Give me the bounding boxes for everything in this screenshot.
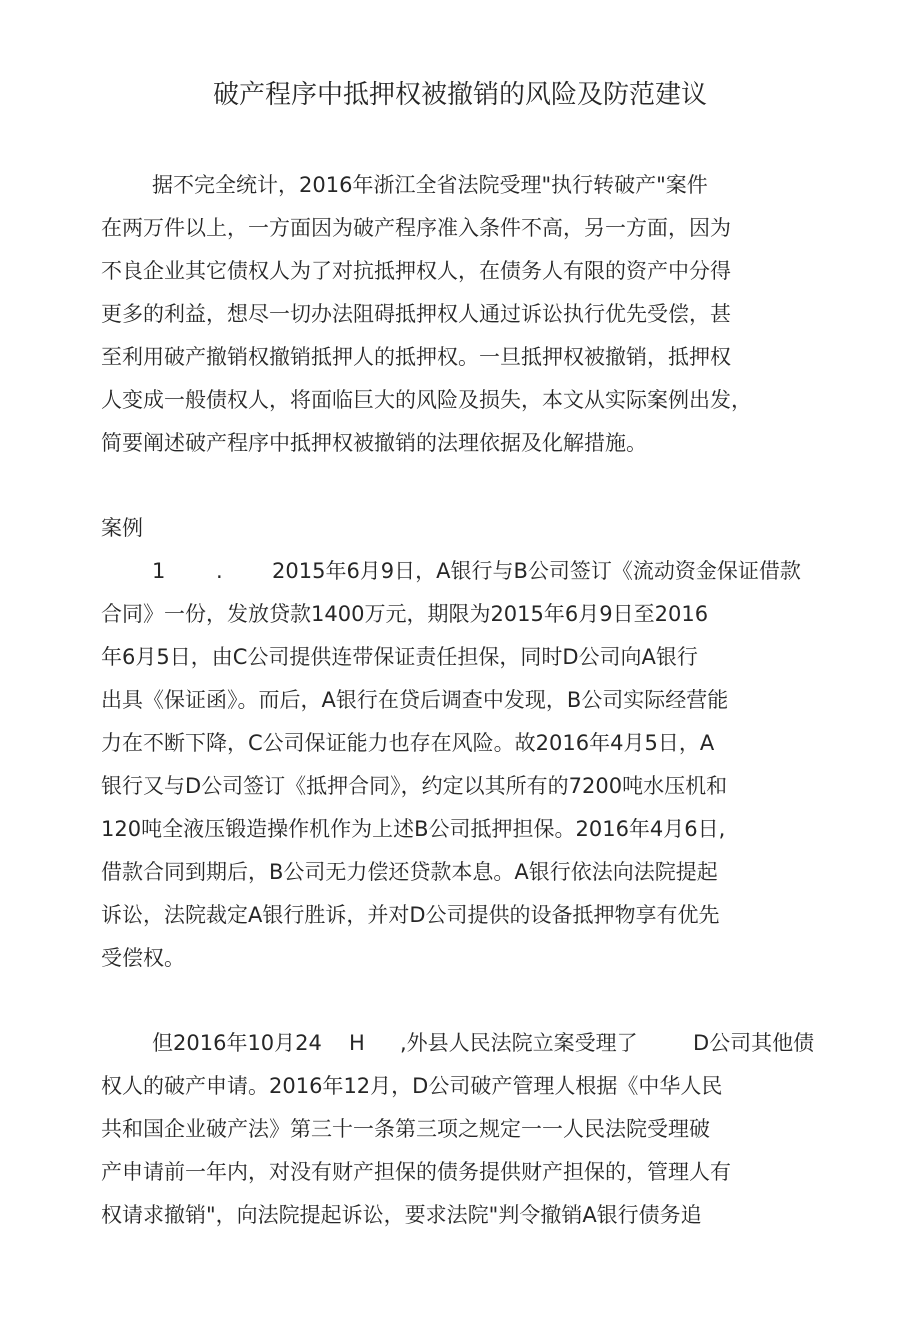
case1-line-8: 借款合同到期后，B公司无力偿还贷款本息。A银行依法向法院提起 <box>101 860 718 884</box>
case1-line-7: 120吨全液压锻造操作机作为上述B公司抵押担保。2016年4月6日, <box>101 817 726 841</box>
case1-line-1: 2015年6月9日，A银行与B公司签订《流动资金保证借款 <box>272 559 801 583</box>
case1-line-10: 受偿权。 <box>101 946 185 970</box>
case1-line-3: 年6月5日，由C公司提供连带保证责任担保，同时D公司向A银行 <box>101 645 698 669</box>
intro-line-7: 简要阐述破产程序中抵押权被撤销的法理依据及化解措施。 <box>101 431 647 455</box>
case1-line-4: 出具《保证函》。而后，A银行在贷后调查中发现，B公司实际经营能 <box>101 688 729 712</box>
intro-line-2: 在两万件以上，一方面因为破产程序准入条件不高，另一方面，因为 <box>101 216 731 240</box>
intro-line-4: 更多的利益，想尽一切办法阻碍抵押权人通过诉讼执行优先受偿，甚 <box>101 302 731 326</box>
para3-segment-2: H <box>349 1031 365 1055</box>
intro-line-3: 不良企业其它债权人为了对抗抵押权人，在债务人有限的资产中分得 <box>101 259 731 283</box>
intro-line-6: 人变成一般债权人，将面临巨大的风险及损失，本文从实际案例出发， <box>101 388 752 412</box>
para3-segment-4: D公司其他债 <box>693 1031 815 1055</box>
case-heading: 案例 <box>101 516 143 540</box>
case1-line-6: 银行又与D公司签订《抵押合同》，约定以其所有的7200吨水压机和 <box>101 774 728 798</box>
case1-number: 1 <box>152 559 166 583</box>
para3-line-5: 权请求撤销"，向法院提起诉讼，要求法院"判令撤销A银行债务追 <box>101 1203 702 1227</box>
intro-line-5: 至利用破产撤销权撤销抵押人的抵押权。一旦抵押权被撤销，抵押权 <box>101 345 731 369</box>
case1-line-9: 诉讼，法院裁定A银行胜诉，并对D公司提供的设备抵押物享有优先 <box>101 903 720 927</box>
case1-line-5: 力在不断下降，C公司保证能力也存在风险。故2016年4月5日，A <box>101 731 715 755</box>
case1-dot: . <box>216 559 223 583</box>
para3-line-3: 共和国企业破产法》第三十一条第三项之规定一一人民法院受理破 <box>101 1117 710 1141</box>
intro-line-1: 据不完全统计，2016年浙江全省法院受理"执行转破产"案件 <box>152 173 708 197</box>
para3-segment-3: ,外县人民法院立案受理了 <box>400 1031 638 1055</box>
document-title: 破产程序中抵押权被撤销的风险及防范建议 <box>212 80 707 110</box>
case1-line-2: 合同》一份，发放贷款1400万元，期限为2015年6月9日至2016 <box>101 602 709 626</box>
para3-line-2: 权人的破产申请。2016年12月，D公司破产管理人根据《中华人民 <box>101 1074 723 1098</box>
para3-line-4: 产申请前一年内，对没有财产担保的债务提供财产担保的，管理人有 <box>101 1160 731 1184</box>
para3-segment-1: 但2016年10月24 <box>152 1031 322 1055</box>
